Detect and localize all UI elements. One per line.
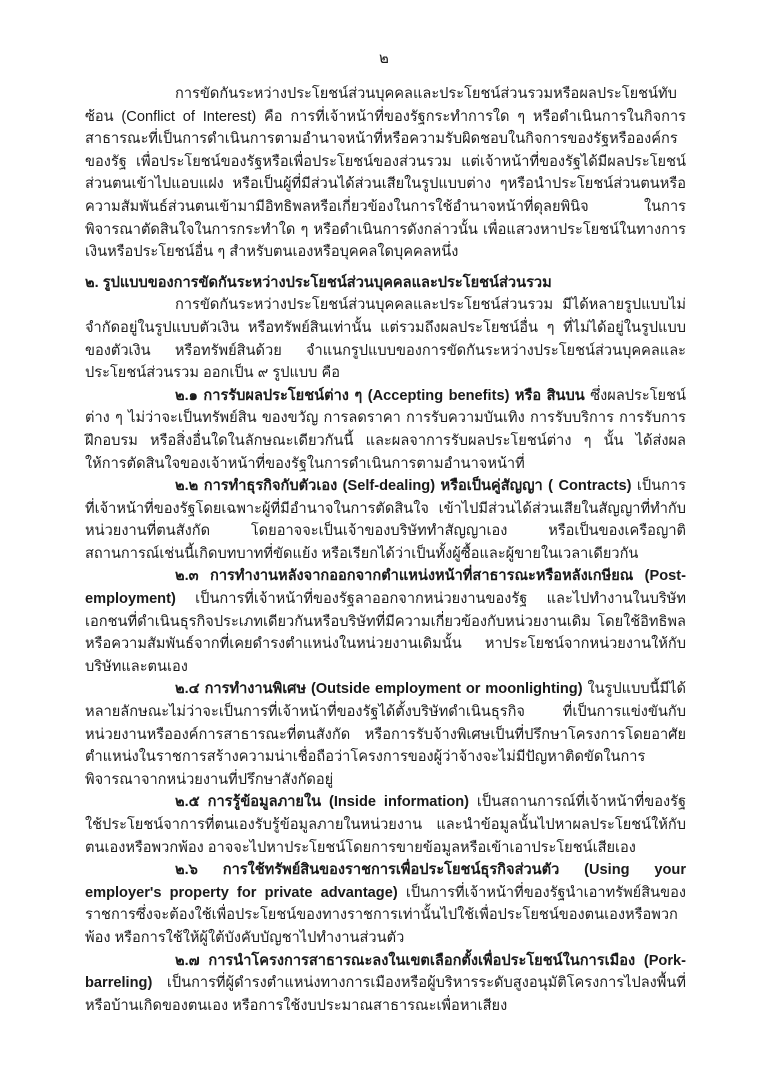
subsection-2-3-body: เป็นการที่เจ้าหน้าที่ของรัฐลาออกจากหน่วยงานของรัฐ และไปทำงานในบริษัทเอกชนที่ดำเนินธุรกิจประเภทเดียวกันหรือบริษัทที่มีความเกี่ยวข้องกับหน่วยงานเดิม โดยใช้อิทธิพลหรือความสัมพันธ์จากที่เคยดำรงตำแหน่งในหน่วยงานเดิมนั้น หาประโยชน์จากหน่วยงานให้กับบริษัทและตนเอง <box>85 591 686 675</box>
section-2-intro-paragraph: การขัดกันระหว่างประโยชน์ส่วนบุคคลและประโยชน์ส่วนรวม มีได้หลายรูปแบบไม่จำกัดอยู่ในรูปแบบตัวเงิน หรือทรัพย์สินเท่านั้น แต่รวมถึงผลประโยชน์อื่น ๆ ที่ไม่ได้อยู่ในรูปแบบของตัวเงิน หรือทรัพย์สินด้วย จำแนกรูปแบบของการขัดกันระหว่างประโยชน์ส่วนบุคคลและประโยชน์ส่วนรวม ออกเป็น ๙ รูปแบบ คือ <box>85 297 686 382</box>
subsection-2-3-title: ๒.๓ การทำงานหลังจากออกจากตำแหน่งหน้าที่สาธารณะหรือหลังเกษียณ (Post-employment) <box>85 568 686 608</box>
subsection-2-1-title: ๒.๑ การรับผลประโยชน์ต่าง ๆ (Accepting benefits) หรือ สินบน <box>175 387 585 404</box>
subsection-2-6-title: ๒.๖ การใช้ทรัพย์สินของราชการเพื่อประโยชน์ธุรกิจส่วนตัว (Using your employer's property for private advantage) <box>85 862 686 901</box>
subsection-2-5-body: เป็นสถานการณ์ที่เจ้าหน้าที่ของรัฐใช้ประโยชน์จาการที่ตนเองรับรู้ข้อมูลภายในหน่วยงาน และนำข้อมูลนั้นไปหาผลประโยชน์ให้กับตนเองหรือพวกพ้อง อาจจะไปหาประโยชน์โดยการขายข้อมูลหรือเข้าเอาประโยชน์เสียเอง <box>85 794 686 856</box>
subsection-2-2-title: ๒.๒ การทำธุรกิจกับตัวเอง (Self-dealing) หรือเป็นคู่สัญญา ( Contracts) <box>175 478 632 495</box>
subsection-2-4-body: ในรูปแบบนี้มีได้หลายลักษณะไม่ว่าจะเป็นการที่เจ้าหน้าที่ของรัฐได้ตั้งบริษัทดำเนินธุรกิจ ที่เป็นการแข่งขันกับหน่วยงานหรือองค์การสาธารณะที่ตนสังกัด หรือการรับจ้างพิเศษเป็นที่ปรึกษาโครงการโดยอาศัยตำแหน่งในราชการสร้างความน่าเชื่อถือว่าโครงการของผู้ว่าจ้างจะไม่มีปัญหาติดขัดในการพิจารณาจากหน่วยงานที่ปรึกษาสังกัดอยู่ <box>85 681 687 788</box>
subsection-2-7-title: ๒.๗ การนำโครงการสาธารณะลงในเขตเลือกตั้งเพื่อประโยชน์ในการเมือง (Pork-barreling) <box>85 952 686 992</box>
subsection-2-2 <box>85 475 686 565</box>
subsection-2-6 <box>85 859 686 949</box>
subsection-2-3 <box>85 565 686 678</box>
subsection-2-7-body: เป็นการที่ผู้ดำรงตำแหน่งทางการเมืองหรือผู้บริหารระดับสูงอนุมัติโครงการไปลงพื้นที่หรือบ้านเกิดของตนเอง หรือการใช้งบประมาณสาธารณะเพื่อหาเสียง <box>85 975 686 1014</box>
subsection-2-5-title: ๒.๕ การรู้ข้อมูลภายใน (Inside information) <box>175 794 470 811</box>
subsection-2-4 <box>85 678 686 791</box>
subsection-2-5 <box>85 791 686 859</box>
page-content <box>85 83 686 1017</box>
subsection-2-2-body: เป็นการที่เจ้าหน้าที่ของรัฐโดยเฉพาะผู้ที่มีอำนาจในการตัดสินใจ เข้าไปมีส่วนได้ส่วนเสียในสัญญาที่ทำกับหน่วยงานที่ตนสังกัด โดยอาจจะเป็นเจ้าของบริษัททำสัญญาเอง หรือเป็นของเครือญาติ สถานการณ์เช่นนี้เกิดบทบาทที่ขัดแย้ง หรือเรียกได้ว่าเป็นทั้งผู้ซื้อและผู้ขายในเวลาเดียวกัน <box>85 478 686 562</box>
intro-paragraph: การขัดกันระหว่างประโยชน์ส่วนบุคคลและประโยชน์ส่วนรวมหรือผลประโยชน์ทับซ้อน (Conflict of Interest) คือ การที่เจ้าหน้าที่ของรัฐกระทำการใด ๆ หรือดำเนินการในกิจการสาธารณะที่เป็นการดำเนินการตามอำนาจหน้าที่หรือความรับผิดชอบในกิจการของรัฐหรือองค์กรของรัฐ เพื่อประโยชน์ของรัฐหรือเพื่อประโยชน์ของส่วนรวม แต่เจ้าหน้าที่ของรัฐได้มีผลประโยชน์ส่วนตนเข้าไปแอบแฝง หรือเป็นผู้ที่มีส่วนได้ส่วนเสียในรูปแบบต่าง ๆหรือนำประโยชน์ส่วนตนหรือความสัมพันธ์ส่วนตนเข้ามามีอิทธิพลหรือเกี่ยวข้องในการใช้อำนาจหน้าที่ดุลยพินิจ ในการพิจารณาตัดสินใจในการกระทำใด ๆ หรือดำเนินการดังกล่าวนั้น เพื่อแสวงหาประโยชน์ในทางการเงินหรือประโยชน์อื่น ๆ สำหรับตนเองหรือบุคคลใดบุคคลหนึ่ง <box>85 86 686 261</box>
subsection-2-7 <box>85 950 686 1018</box>
page-number: ๒ <box>379 50 389 67</box>
subsection-2-4-title: ๒.๔ การทำงานพิเศษ (Outside employment or moonlighting) <box>175 681 583 698</box>
subsection-2-6-body: เป็นการที่เจ้าหน้าที่ของรัฐนำเอาทรัพย์สินของราชการซึ่งจะต้องใช้เพื่อประโยชน์ของทางราชการเท่านั้นไปใช้เพื่อประโยชน์ของตนเองหรือพวกพ้อง หรือการใช้ให้ผู้ใต้บังคับบัญชาไปทำงานส่วนตัว <box>85 884 686 946</box>
subsection-2-1 <box>85 385 686 475</box>
subsection-2-1-body: ซึ่งผลประโยชน์ต่าง ๆ ไม่ว่าจะเป็นทรัพย์สิน ของขวัญ การลดราคา การรับความบันเทิง การรับบริการ การรับการฝึกอบรม หรือสิ่งอื่นใดในลักษณะเดียวกันนี้ และผลจาการรับผลประโยชน์ต่าง ๆ นั้น ได้ส่งผลให้การตัดสินใจของเจ้าหน้าที่ของรัฐในการดำเนินการตามอำนาจหน้าที่ <box>85 387 686 472</box>
section-2-heading: ๒. รูปแบบของการขัดกันระหว่างประโยชน์ส่วนบุคคลและประโยชน์ส่วนรวม <box>85 274 552 291</box>
